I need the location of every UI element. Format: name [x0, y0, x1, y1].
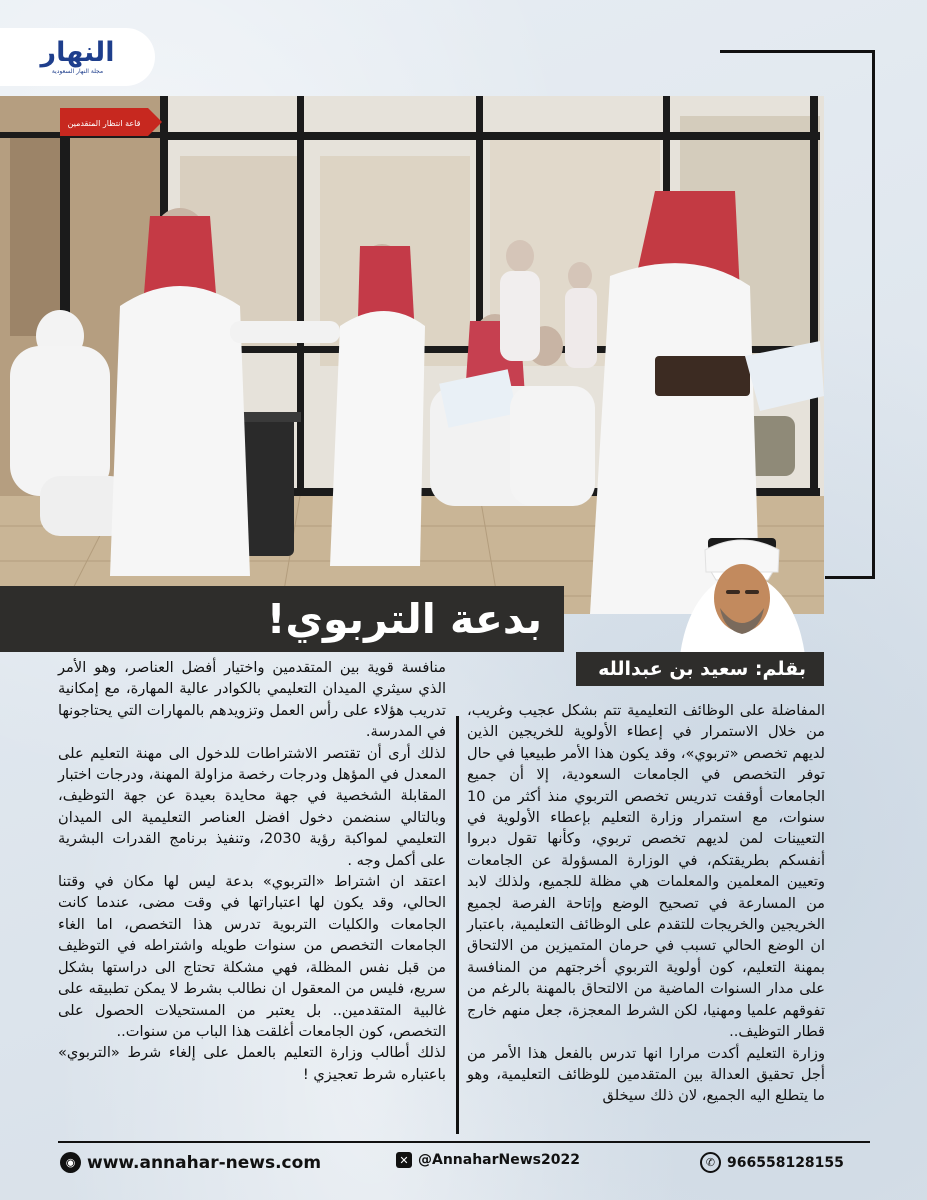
paragraph: اعتقد ان اشتراط «التربوي» بدعة ليس لها مكان في وقتنا الحالي، وقد يكون لها اعتباراتها في وقت مضى، عندما كانت الجامعات والكليات التربوية تدرس هذا التخصص، اما الغاء الجامعات التخصص من سنوات طويله واشتراطه في التوظيف من قبل نفس المظلة، فهي مشكلة تحتاج الى دراستها بشكل سريع، فليس من المعقول ان نطالب بشرط لا يمكن تطبيقه على غالبية المتقدمين.. بل يعتبر من المستحيلات الحصول على التخصص، كون الجامعات أغلقت هذا الباب من سنوات..: [58, 873, 446, 1040]
paragraph: لذلك أرى أن تقتصر الاشتراطات للدخول الى مهنة التعليم على المعدل في المؤهل ودرجات رخصة مزاولة المهنة، ودرجات اختبار المقابلة الشخصية في جهة محايدة بعيدة عن جهة التوظيف، وبالتالي سنضمن دخول افضل العناصر التعليمية الى الميدان التعليمي لمواكبة رؤية 2030، وتنفيذ برنامج القدرات البشرية على أكمل وجه .: [58, 744, 446, 869]
x-logo-icon: ✕: [396, 1152, 412, 1168]
page-footer: [0, 1148, 927, 1178]
x-handle: @AnnaharNews2022: [418, 1152, 580, 1168]
frame-line-right: [872, 50, 875, 578]
author-portrait: [660, 530, 825, 655]
footer-x-link[interactable]: [396, 1152, 580, 1168]
article-headline: بدعة التربوي!: [0, 586, 564, 652]
column-divider: [456, 716, 459, 1134]
footer-rule: [58, 1141, 870, 1143]
frame-line-corner: [825, 576, 875, 579]
footer-whatsapp-link[interactable]: [700, 1152, 844, 1173]
photo-sign-text: قاعة انتظار المتقدمين: [67, 119, 141, 128]
footer-website-link[interactable]: [60, 1152, 321, 1173]
paragraph: وزارة التعليم أكدت مرارا انها تدرس بالفعل هذا الأمر من أجل تحقيق العدالة بين المتقدمين للوظائف التعليمية، وهو ما يتطلع اليه الجميع، لان ذلك سيخلق: [467, 1044, 825, 1105]
logo-wordmark: النهار: [40, 37, 115, 68]
globe-icon: ◉: [60, 1152, 81, 1173]
website-url: www.annahar-news.com: [87, 1152, 322, 1173]
frame-line-top: [720, 50, 875, 53]
article-column-left: [58, 657, 446, 1085]
author-byline: بقلم: سعيد بن عبدالله: [576, 652, 824, 686]
whatsapp-icon: ✆: [700, 1152, 721, 1173]
masthead-logo[interactable]: [0, 28, 155, 86]
whatsapp-number: 966558128155: [727, 1154, 844, 1171]
paragraph: لذلك أطالب وزارة التعليم بالعمل على إلغاء شرط «التربوي» باعتباره شرط تعجيزي !: [58, 1044, 446, 1083]
paragraph: المفاضلة على الوظائف التعليمية تتم بشكل عجيب وغريب، من خلال الاستمرار في إعطاء الأولوية للخريجين الذين لديهم تخصص «تربوي»، وقد يكون هذا الأمر طبيعيا في حال توفر التخصص في الجامعات السعودية، إلا أن جميع الجامعات أوقفت تدريس تخصص التربوي منذ أكثر من 10 سنوات، مع استمرار وزارة التعليم بإعطاء الأولوية في التعيينات لمن لديهم تخصص تربوي، وكأنها تقول دبروا أنفسكم بطريقتكم، في الوزارة المسؤولة عن الجامعات وتعيين المعلمين والمعلمات هي مظلة للجميع، ولذلك لابد من المسارعة في تصحيح الوضع وإتاحة الفرصة لجميع الخريجين والخريجات للتقدم على الوظائف التعليمية، باعتبار ان الوضع الحالي تسبب في حرمان المتميزين من الالتحاق بمهنة التعليم، كون أولوية التربوي أخرجتهم من المنافسة على مدار السنوات الماضية من الالتحاق بالمهنة بالرغم من تفوقهم علميا ومهنيا، لكن الشرط المعجزة، جعل منهم خارج قطار التوظيف..: [467, 702, 825, 1041]
logo-subtitle: مجلة النهار السعودية: [51, 68, 104, 75]
paragraph: منافسة قوية بين المتقدمين واختيار أفضل العناصر، وهو الأمر الذي سيثري الميدان التعليمي بالكوادر عالية المهارة، مع إمكانية تدريب هؤلاء على رأس العمل وتزويدهم بالمهارات التي يحتاجونها في المدرسة.: [58, 659, 446, 741]
article-column-right: [467, 700, 825, 1107]
